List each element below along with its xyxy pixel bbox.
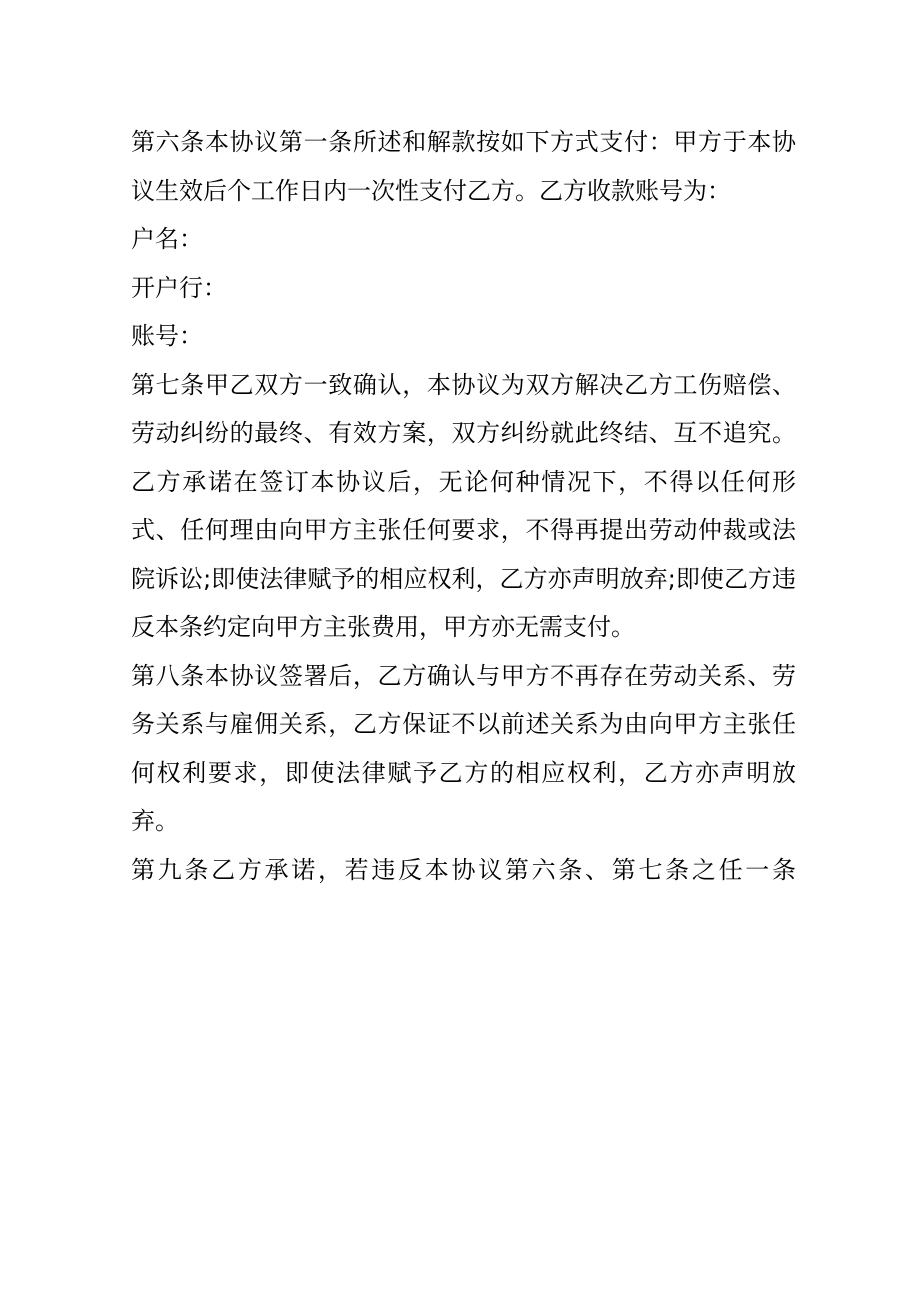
article-9-paragraph: 第九条乙方承诺，若违反本协议第六条、第七条之任一条	[131, 855, 796, 884]
bank-line: 开户行：	[131, 273, 227, 302]
article-7-paragraph: 第七条甲乙双方一致确认，本协议为双方解决乙方工伤赔偿、劳动纠纷的最终、有效方案，双方纠纷就此终结、互不追究。乙方承诺在签订本协议后，无论何种情况下，不得以任何形式、任何理由向甲方主张任何要求，不得再提出劳动仲裁或法院诉讼;即使法律赋予的相应权利，乙方亦声明放弃;即使乙方违反本条约定向甲方主张费用，甲方亦无需支付。	[131, 370, 796, 641]
document-body	[131, 118, 796, 894]
account-number-line: 账号：	[131, 322, 203, 350]
account-name-line: 户名：	[131, 225, 203, 253]
article-6-paragraph: 第六条本协议第一条所述和解款按如下方式支付：甲方于本协议生效后个工作日内一次性支付乙方。乙方收款账号为：	[131, 128, 796, 205]
article-8-paragraph: 第八条本协议签署后，乙方确认与甲方不再存在劳动关系、劳务关系与雇佣关系，乙方保证不以前述关系为由向甲方主张任何权利要求，即使法律赋予乙方的相应权利，乙方亦声明放弃。	[131, 661, 796, 835]
